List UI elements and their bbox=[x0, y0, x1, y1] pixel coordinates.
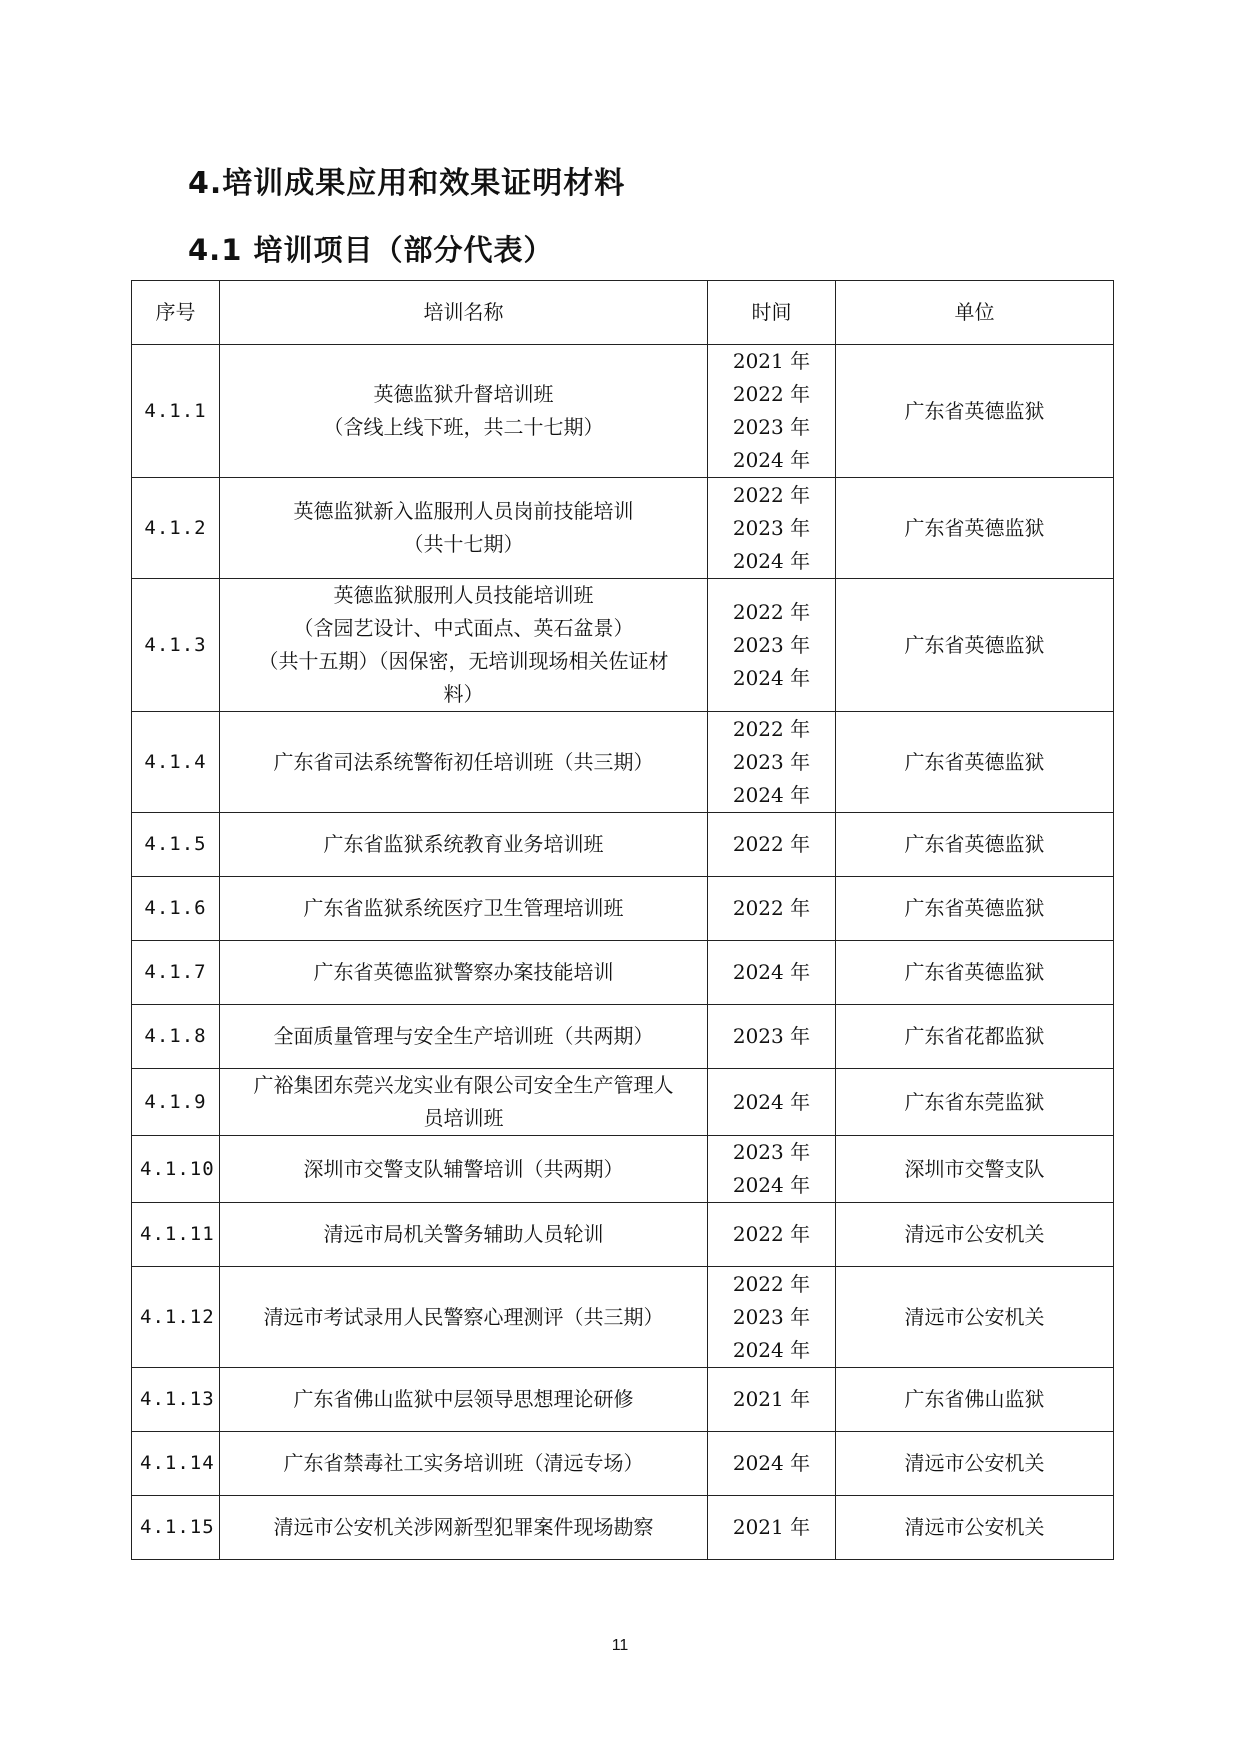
training-unit: 广东省英德监狱 bbox=[836, 579, 1114, 712]
table-row bbox=[132, 579, 1114, 712]
training-years bbox=[708, 712, 836, 813]
header-index: 序号 bbox=[132, 281, 220, 345]
year-line: 2022 年 bbox=[732, 1271, 811, 1296]
training-name-line: 清远市考试录用人民警察心理测评（共三期） bbox=[263, 1304, 664, 1329]
row-index: 4.1.1 bbox=[132, 345, 220, 478]
training-name-line: 英德监狱新入监服刑人员岗前技能培训 bbox=[293, 499, 634, 523]
year-line: 2022 年 bbox=[732, 382, 811, 406]
training-unit: 清远市公安机关 bbox=[836, 1267, 1114, 1368]
training-name-line: 广东省禁毒社工实务培训班（清远专场） bbox=[283, 1451, 644, 1475]
training-name bbox=[220, 579, 708, 712]
year-line: 2021 年 bbox=[732, 1387, 811, 1411]
training-name bbox=[220, 1136, 708, 1203]
training-table bbox=[131, 280, 1114, 1560]
table-header-row bbox=[132, 281, 1114, 345]
row-index: 4.1.6 bbox=[132, 877, 220, 941]
year-line: 2024 年 bbox=[732, 548, 811, 573]
training-name bbox=[220, 1069, 708, 1136]
training-name bbox=[220, 1203, 708, 1267]
training-name bbox=[220, 1432, 708, 1496]
row-index: 4.1.10 bbox=[132, 1136, 220, 1203]
row-index: 4.1.11 bbox=[132, 1203, 220, 1267]
table-row bbox=[132, 1069, 1114, 1136]
year-line: 2022 年 bbox=[732, 482, 811, 507]
training-years bbox=[708, 1069, 836, 1136]
row-index: 4.1.7 bbox=[132, 941, 220, 1005]
training-name-line: 广东省司法系统警衔初任培训班（共三期） bbox=[273, 749, 654, 774]
training-years bbox=[708, 1432, 836, 1496]
training-unit: 广东省英德监狱 bbox=[836, 877, 1114, 941]
row-index: 4.1.4 bbox=[132, 712, 220, 813]
training-name bbox=[220, 877, 708, 941]
training-unit: 广东省英德监狱 bbox=[836, 478, 1114, 579]
training-unit: 广东省英德监狱 bbox=[836, 941, 1114, 1005]
training-unit: 广东省英德监狱 bbox=[836, 345, 1114, 478]
training-years bbox=[708, 1005, 836, 1069]
year-line: 2024 年 bbox=[732, 1089, 811, 1114]
training-name-line: 全面质量管理与安全生产培训班（共两期） bbox=[273, 1024, 654, 1048]
year-line: 2024 年 bbox=[732, 1173, 811, 1197]
year-line: 2022 年 bbox=[732, 599, 811, 624]
training-name-line: 英德监狱服刑人员技能培训班 bbox=[333, 583, 594, 607]
row-index: 4.1.15 bbox=[132, 1496, 220, 1560]
training-name-line: 广东省佛山监狱中层领导思想理论研修 bbox=[293, 1387, 634, 1411]
training-unit: 深圳市交警支队 bbox=[836, 1136, 1114, 1203]
training-years bbox=[708, 345, 836, 478]
subsection-heading: 4.1 培训项目（部分代表） bbox=[188, 233, 554, 267]
header-name: 培训名称 bbox=[220, 281, 708, 345]
training-name-line: （含园艺设计、中式面点、英石盆景） bbox=[293, 616, 634, 640]
table-row bbox=[132, 478, 1114, 579]
training-name bbox=[220, 813, 708, 877]
year-line: 2022 年 bbox=[732, 896, 811, 920]
training-unit: 清远市公安机关 bbox=[836, 1432, 1114, 1496]
training-unit: 广东省花都监狱 bbox=[836, 1005, 1114, 1069]
row-index: 4.1.12 bbox=[132, 1267, 220, 1368]
year-line: 2023 年 bbox=[732, 1304, 811, 1329]
training-name-line: 深圳市交警支队辅警培训（共两期） bbox=[303, 1156, 624, 1181]
training-name-line: （共十七期） bbox=[403, 532, 524, 556]
year-line: 2024 年 bbox=[732, 782, 811, 807]
page-number: 11 bbox=[611, 1637, 629, 1654]
training-name-line: 广东省英德监狱警察办案技能培训 bbox=[313, 960, 614, 984]
training-name-line: 广东省监狱系统医疗卫生管理培训班 bbox=[303, 896, 624, 920]
year-line: 2022 年 bbox=[732, 1222, 811, 1246]
training-name bbox=[220, 478, 708, 579]
year-line: 2024 年 bbox=[732, 665, 811, 690]
training-years bbox=[708, 941, 836, 1005]
row-index: 4.1.8 bbox=[132, 1005, 220, 1069]
year-line: 2023 年 bbox=[732, 515, 811, 540]
training-unit: 广东省佛山监狱 bbox=[836, 1368, 1114, 1432]
training-name bbox=[220, 1267, 708, 1368]
year-line: 2023 年 bbox=[732, 415, 811, 439]
table-row bbox=[132, 1136, 1114, 1203]
year-line: 2023 年 bbox=[732, 1024, 811, 1048]
row-index: 4.1.9 bbox=[132, 1069, 220, 1136]
table-row bbox=[132, 877, 1114, 941]
training-years bbox=[708, 478, 836, 579]
year-line: 2024 年 bbox=[732, 960, 811, 984]
year-line: 2024 年 bbox=[732, 448, 811, 472]
table-row bbox=[132, 1496, 1114, 1560]
year-line: 2022 年 bbox=[732, 832, 811, 856]
training-years bbox=[708, 813, 836, 877]
training-years bbox=[708, 877, 836, 941]
table-row bbox=[132, 1368, 1114, 1432]
table-row bbox=[132, 1005, 1114, 1069]
header-time: 时间 bbox=[708, 281, 836, 345]
training-name-line: 英德监狱升督培训班 bbox=[373, 382, 554, 406]
header-unit: 单位 bbox=[836, 281, 1114, 345]
training-name bbox=[220, 712, 708, 813]
training-name-line: 清远市局机关警务辅助人员轮训 bbox=[323, 1222, 604, 1246]
training-name-line: 料） bbox=[443, 682, 484, 706]
training-years bbox=[708, 1203, 836, 1267]
training-unit: 广东省东莞监狱 bbox=[836, 1069, 1114, 1136]
training-years bbox=[708, 1496, 836, 1560]
training-name-line: 广裕集团东莞兴龙实业有限公司安全生产管理人 bbox=[253, 1073, 674, 1097]
year-line: 2024 年 bbox=[732, 1337, 811, 1362]
training-name-line: 广东省监狱系统教育业务培训班 bbox=[323, 832, 604, 856]
row-index: 4.1.5 bbox=[132, 813, 220, 877]
training-name bbox=[220, 941, 708, 1005]
training-unit: 广东省英德监狱 bbox=[836, 813, 1114, 877]
section-heading: 4.培训成果应用和效果证明材料 bbox=[188, 166, 626, 201]
table-row bbox=[132, 1203, 1114, 1267]
row-index: 4.1.2 bbox=[132, 478, 220, 579]
row-index: 4.1.13 bbox=[132, 1368, 220, 1432]
training-name-line: （含线上线下班，共二十七期） bbox=[323, 415, 604, 439]
table-row bbox=[132, 1267, 1114, 1368]
year-line: 2021 年 bbox=[732, 349, 811, 373]
table-row bbox=[132, 345, 1114, 478]
table-row bbox=[132, 813, 1114, 877]
table-row bbox=[132, 941, 1114, 1005]
row-index: 4.1.14 bbox=[132, 1432, 220, 1496]
row-index: 4.1.3 bbox=[132, 579, 220, 712]
training-unit: 清远市公安机关 bbox=[836, 1496, 1114, 1560]
training-name bbox=[220, 345, 708, 478]
table-row bbox=[132, 1432, 1114, 1496]
year-line: 2023 年 bbox=[732, 1140, 811, 1164]
year-line: 2022 年 bbox=[732, 716, 811, 741]
training-years bbox=[708, 1136, 836, 1203]
year-line: 2021 年 bbox=[732, 1515, 811, 1539]
training-unit: 广东省英德监狱 bbox=[836, 712, 1114, 813]
table-row bbox=[132, 712, 1114, 813]
year-line: 2023 年 bbox=[732, 632, 811, 657]
training-years bbox=[708, 1267, 836, 1368]
training-name-line: （共十五期）（因保密，无培训现场相关佐证材 bbox=[258, 649, 669, 673]
year-line: 2024 年 bbox=[732, 1451, 811, 1475]
training-name-line: 清远市公安机关涉网新型犯罪案件现场勘察 bbox=[273, 1515, 654, 1539]
training-unit: 清远市公安机关 bbox=[836, 1203, 1114, 1267]
training-name bbox=[220, 1005, 708, 1069]
training-name bbox=[220, 1496, 708, 1560]
training-years bbox=[708, 579, 836, 712]
training-name bbox=[220, 1368, 708, 1432]
training-years bbox=[708, 1368, 836, 1432]
year-line: 2023 年 bbox=[732, 749, 811, 774]
training-name-line: 员培训班 bbox=[423, 1106, 504, 1130]
